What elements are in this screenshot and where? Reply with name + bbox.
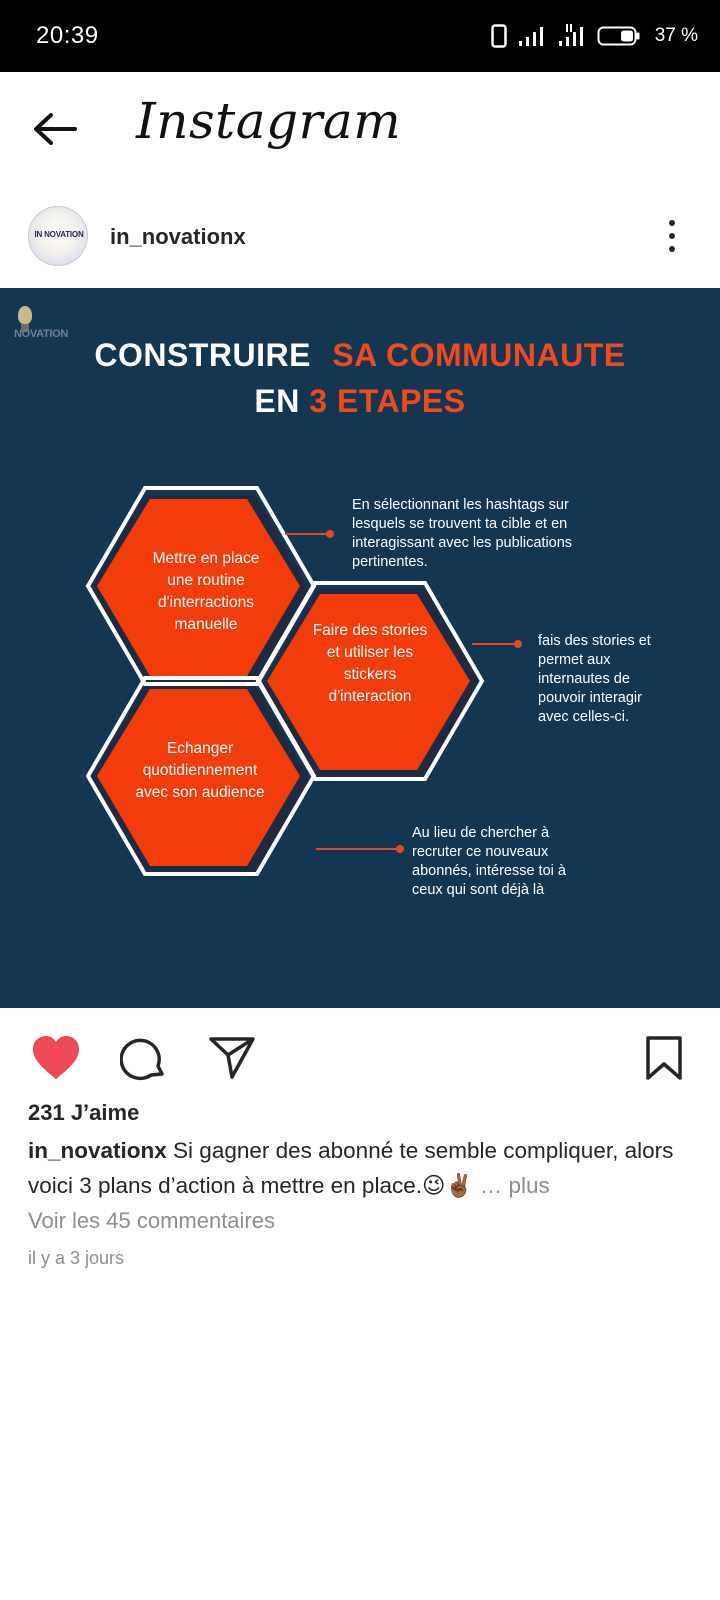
step-3-label: Echanger quotidiennement avec son audience (135, 740, 265, 801)
status-time: 20:39 (36, 22, 99, 49)
post-actions (0, 1008, 720, 1098)
step-2-label: Faire des stories et utiliser les stickers d'interaction (312, 622, 428, 705)
like-button[interactable] (30, 1032, 82, 1084)
post-timestamp: il y a 3 jours (28, 1248, 125, 1268)
phone-icon (491, 24, 507, 48)
brand-text: NOVATION (14, 328, 69, 340)
signal-4g-icon (557, 24, 587, 48)
post-username[interactable]: in_novationx (110, 224, 246, 249)
caption-more-link[interactable]: … plus (479, 1173, 550, 1198)
caption-text: Si gagner des abonné te semble compliquer, alors voici 3 plans d’action à mettre en place.😉✌🏾 (28, 1138, 674, 1198)
signal-icon (517, 25, 547, 47)
avatar[interactable] (28, 206, 88, 266)
step-1-label: Mettre en place une routine d'interractions manuelle (152, 550, 260, 633)
back-button[interactable] (28, 102, 82, 156)
post-caption (28, 1133, 698, 1203)
headline-part-3: EN (254, 383, 300, 419)
comment-button[interactable] (118, 1032, 170, 1084)
post-image[interactable] (0, 288, 720, 1008)
app-title: Instagram (136, 92, 402, 150)
step-2-note: fais des stories et permet aux internautes de pouvoir interagir avec celles-ci. (538, 633, 651, 725)
headline-part-1: CONSTRUIRE (94, 337, 311, 373)
battery-percentage: 37 % (654, 25, 698, 46)
status-bar (0, 0, 720, 72)
caption-username[interactable]: in_novationx (28, 1138, 167, 1163)
status-icons (491, 22, 698, 50)
arrow-left-icon (31, 111, 79, 147)
likes-count[interactable]: 231 J’aime (28, 1100, 140, 1125)
app-header (0, 72, 720, 188)
heart-icon (31, 1035, 81, 1081)
more-vertical-icon (669, 220, 675, 226)
battery-icon (597, 25, 641, 47)
share-button[interactable] (206, 1032, 258, 1084)
bookmark-icon (644, 1035, 684, 1081)
more-options-button[interactable] (662, 216, 682, 256)
comment-icon (120, 1034, 168, 1082)
step-3-note: Au lieu de chercher à recruter ce nouveaux abonnés, intéresse toi à ceux qui sont déjà là (412, 825, 566, 898)
avatar-logo-text: IN NOVATION (34, 230, 84, 239)
send-icon (208, 1035, 256, 1081)
step-1-note: En sélectionnant les hashtags sur lesquels se trouvent ta cible et en interagissant avec les publications pertinentes. (352, 497, 573, 570)
view-comments-link[interactable]: Voir les 45 commentaires (28, 1208, 275, 1233)
post-header (0, 188, 720, 288)
save-button[interactable] (638, 1032, 690, 1084)
headline-part-2: SA COMMUNAUTE (332, 337, 626, 373)
headline-part-4: 3 ETAPES (309, 383, 466, 419)
